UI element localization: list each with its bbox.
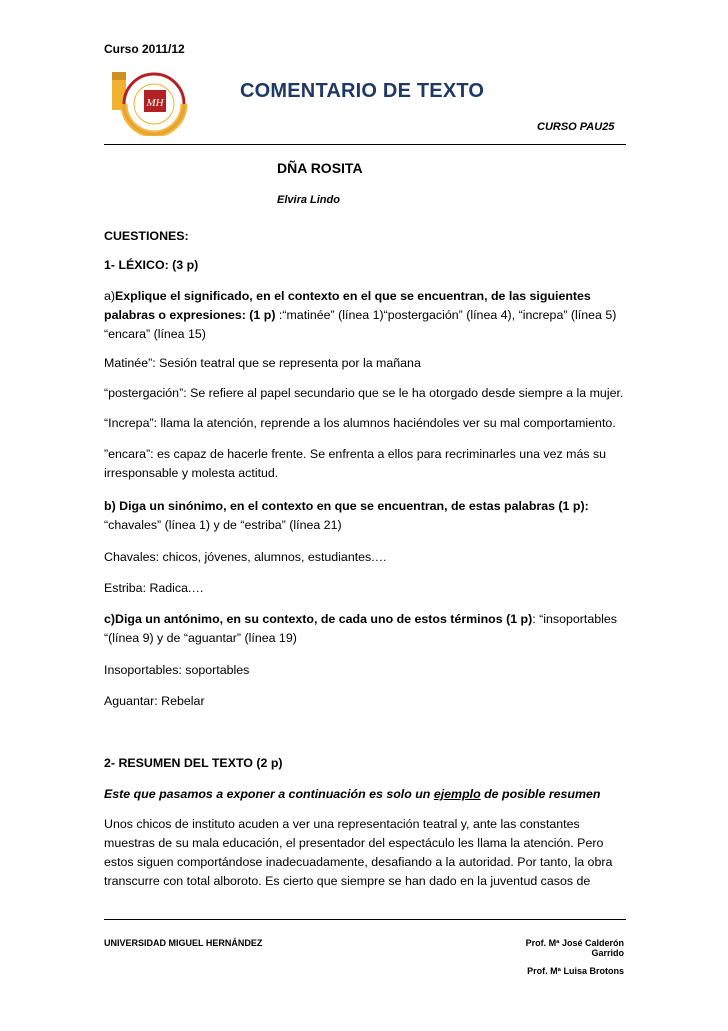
lexico-heading: 1- LÉXICO: (3 p): [104, 258, 199, 272]
question-b: [104, 497, 628, 535]
question-a-marker: a): [104, 289, 116, 303]
work-author: Elvira Lindo: [277, 194, 340, 206]
question-b-words: “chavales” (línea 1) y de “estriba” (línea 21): [104, 518, 342, 532]
document-title: COMENTARIO DE TEXTO: [240, 80, 485, 102]
question-c-words: : “insoportables “(línea 9) y de “aguantar” (línea 19): [104, 612, 617, 645]
question-b-prompt: b) Diga un sinónimo, en el contexto en que se encuentran, de estas palabras (1 p):: [104, 499, 589, 513]
footer-rule: [104, 919, 626, 920]
work-title: DÑA ROSITA: [277, 160, 363, 176]
question-c-prompt: c)Diga un antónimo, en su contexto, de cada uno de estos términos (1 p): [104, 612, 533, 626]
footer-university: UNIVERSIDAD MIGUEL HERNÁNDEZ: [104, 938, 263, 948]
answer-insoportables: Insoportables: soportables: [104, 663, 250, 677]
svg-text:MH: MH: [146, 97, 164, 109]
question-a-words: :“matinée” (línea 1)“postergación” (línea 4), “increpa” (línea 5) “encara” (línea 15): [104, 308, 617, 341]
course-code: CURSO PAU25: [537, 121, 615, 133]
answer-encara: ”encara”: es capaz de hacerle frente. Se enfrenta a ellos para recriminarles una vez más su irresponsable y molesta actitud.: [104, 447, 607, 480]
answer-estriba: Estriba: Radica.…: [104, 581, 204, 595]
resumen-paragraph: Unos chicos de instituto acuden a ver una representación teatral y, ante las constantes muestras de su mala educación, el presentador del espectáculo les llama la atención. Pero estos siguen comportándose inadecuadamente, desafiando a la autoridad. Por tanto, la obra transcurre con total alboroto. Es cierto que siempre se han dado en la juventud casos de: [104, 817, 613, 888]
answer-matinee: Matinée”: Sesión teatral que se representa por la mañana: [104, 356, 421, 370]
answer-postergacion: “postergación”: Se refiere al papel secundario que se le ha otorgado desde siempre a la mujer.: [104, 386, 624, 400]
footer-professor-2: Prof. Mª Luisa Brotons: [527, 966, 624, 976]
answer-aguantar: Aguantar: Rebelar: [104, 694, 205, 708]
header-rule: [104, 144, 626, 145]
course-year: Curso 2011/12: [104, 42, 185, 56]
resumen-note-part2: de posible resumen: [480, 787, 601, 801]
answer-chavales: Chavales: chicos, jóvenes, alumnos, estudiantes.…: [104, 550, 388, 564]
question-a-prompt: Explique el significado, en el contexto en el que se encuentran, de las siguientes palabras o expresiones: (1 p): [104, 289, 591, 322]
resumen-heading: 2- RESUMEN DEL TEXTO (2 p): [104, 756, 283, 770]
footer-professor-1: Prof. Mª José Calderón Garrido: [525, 938, 624, 958]
resumen-note: [104, 785, 628, 804]
cuestiones-heading: CUESTIONES:: [104, 229, 189, 243]
question-a: [104, 287, 628, 344]
answer-increpa: “Increpa”: llama la atención, reprende a los alumnos haciéndoles ver su mal comportamiento.: [104, 416, 616, 430]
university-logo: [110, 70, 188, 136]
question-c: [104, 610, 628, 648]
resumen-note-example: ejemplo: [433, 787, 481, 801]
resumen-note-part1: Este que pasamos a exponer a continuación es solo un: [104, 787, 434, 801]
